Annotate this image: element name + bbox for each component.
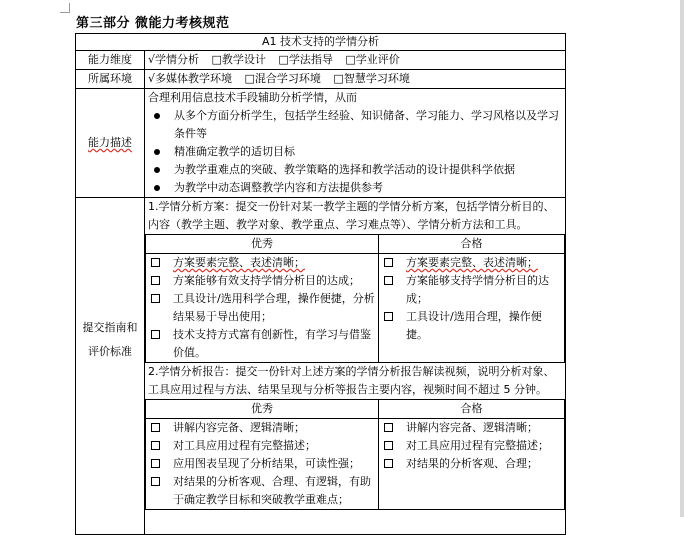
task-1-pass-item-1[interactable]: [382, 254, 561, 272]
environment-options: [145, 70, 566, 89]
task-2-pass-criteria: [379, 419, 565, 510]
task-2-description: 2.学情分析报告：提交一份针对上述方案的学情分析报告解读视频，说明分析对象、工具应用过程与方法、结果呈现与分析等报告主要内容，视频时间不超过 5 分钟。: [148, 365, 555, 396]
ability-spec-table: [75, 33, 566, 535]
task-2-pass-item-1[interactable]: 讲解内容完备、逻辑清晰；: [382, 419, 561, 437]
ability-description-label-text: 能力描述: [88, 136, 132, 149]
task-2-pass-header: 合格: [379, 400, 565, 419]
guidelines-label: [76, 198, 145, 535]
ability-description-item-4: 为教学中动态调整教学内容和方法提供参考: [148, 179, 562, 197]
task-1-pass-header: 合格: [379, 235, 565, 254]
environment-option-3[interactable]: □智慧学习环境: [333, 72, 410, 85]
task-1-excellent-item-3[interactable]: 工具设计/选用科学合理，操作便捷，分析结果易于导出使用；: [149, 290, 375, 326]
ability-description-label: [76, 89, 145, 198]
environment-option-1[interactable]: √多媒体教学环境: [148, 72, 233, 85]
ability-dimension-option-3[interactable]: □学法指导: [278, 53, 333, 66]
task-2-pass-item-2[interactable]: 对工具应用过程有完整描述；: [382, 437, 561, 455]
task-1-excellent-criteria: [146, 254, 379, 363]
ability-description-item-2: 精准确定教学的适切目标: [148, 143, 562, 161]
task-1-excellent-item-1[interactable]: [149, 254, 375, 272]
task-2-excellent-item-4[interactable]: 对结果的分析客观、合理、有逻辑，有助于确定教学目标和突破教学重难点；: [149, 473, 375, 509]
guidelines-label-line1: 提交指南和: [82, 321, 138, 334]
task-1-criteria-table: [145, 234, 565, 363]
task-2-pass-item-3[interactable]: 对结果的分析客观、合理；: [382, 455, 561, 473]
task-1-pass-item-1-text: 方案要素完整、表述清晰；: [406, 256, 538, 269]
ability-description-item-3: 为教学重难点的突破、教学策略的选择和教学活动的设计提供科学依据: [148, 161, 562, 179]
window-scrollbar[interactable]: [680, 0, 684, 517]
ability-dimension-option-2[interactable]: □教学设计: [211, 53, 266, 66]
ability-description-item-1: 从多个方面分析学生，包括学生经验、知识储备、学习能力、学习风格以及学习条件等: [148, 107, 562, 143]
page-corner-mark: [60, 3, 70, 13]
ability-description-intro: 合理利用信息技术手段辅助分析学情，从而: [148, 91, 357, 104]
task-1-excellent-item-1-text: 方案要素完整、表述清晰；: [173, 256, 305, 269]
task-1-description: 1.学情分析方案：提交一份针对某一教学主题的学情分析方案，包括学情分析目的、内容（教学主题、教学对象、教学重点、学习难点等）、学情分析方法和工具。: [148, 200, 555, 231]
task-2-excellent-header: 优秀: [146, 400, 379, 419]
ability-dimension-option-1[interactable]: √学情分析: [148, 53, 200, 66]
environment-option-2[interactable]: □混合学习环境: [244, 72, 321, 85]
guidelines-content: [145, 198, 566, 535]
ability-dimension-option-4[interactable]: □学业评价: [345, 53, 400, 66]
table-title: A1 技术支持的学情分析: [76, 34, 566, 51]
task-2-excellent-item-2[interactable]: 对工具应用过程有完整描述；: [149, 437, 375, 455]
task-1-excellent-item-2[interactable]: 方案能够有效支持学情分析目的达成；: [149, 272, 375, 290]
ability-dimension-label: 能力维度: [76, 51, 145, 70]
task-1-pass-item-3[interactable]: 工具设计/选用合理，操作便捷。: [382, 308, 561, 344]
guidelines-label-line2: 评价标准: [88, 345, 132, 358]
task-1-pass-item-2[interactable]: 方案能够支持学情分析目的达成；: [382, 272, 561, 308]
task-1-excellent-header: 优秀: [146, 235, 379, 254]
task-1-excellent-item-4[interactable]: 技术支持方式富有创新性，有学习与借鉴价值。: [149, 326, 375, 362]
ability-description-content: [145, 89, 566, 198]
environment-label: 所属环境: [76, 70, 145, 89]
ability-description-list: [148, 107, 562, 197]
task-1-pass-criteria: [379, 254, 565, 363]
task-2-excellent-criteria: [146, 419, 379, 510]
ability-dimension-options: [145, 51, 566, 70]
task-2-excellent-item-3[interactable]: 应用图表呈现了分析结果，可读性强；: [149, 455, 375, 473]
task-2-criteria-table: [145, 399, 565, 510]
section-title: 第三部分 微能力考核规范: [76, 16, 230, 31]
task-2-excellent-item-1[interactable]: 讲解内容完备、逻辑清晰；: [149, 419, 375, 437]
